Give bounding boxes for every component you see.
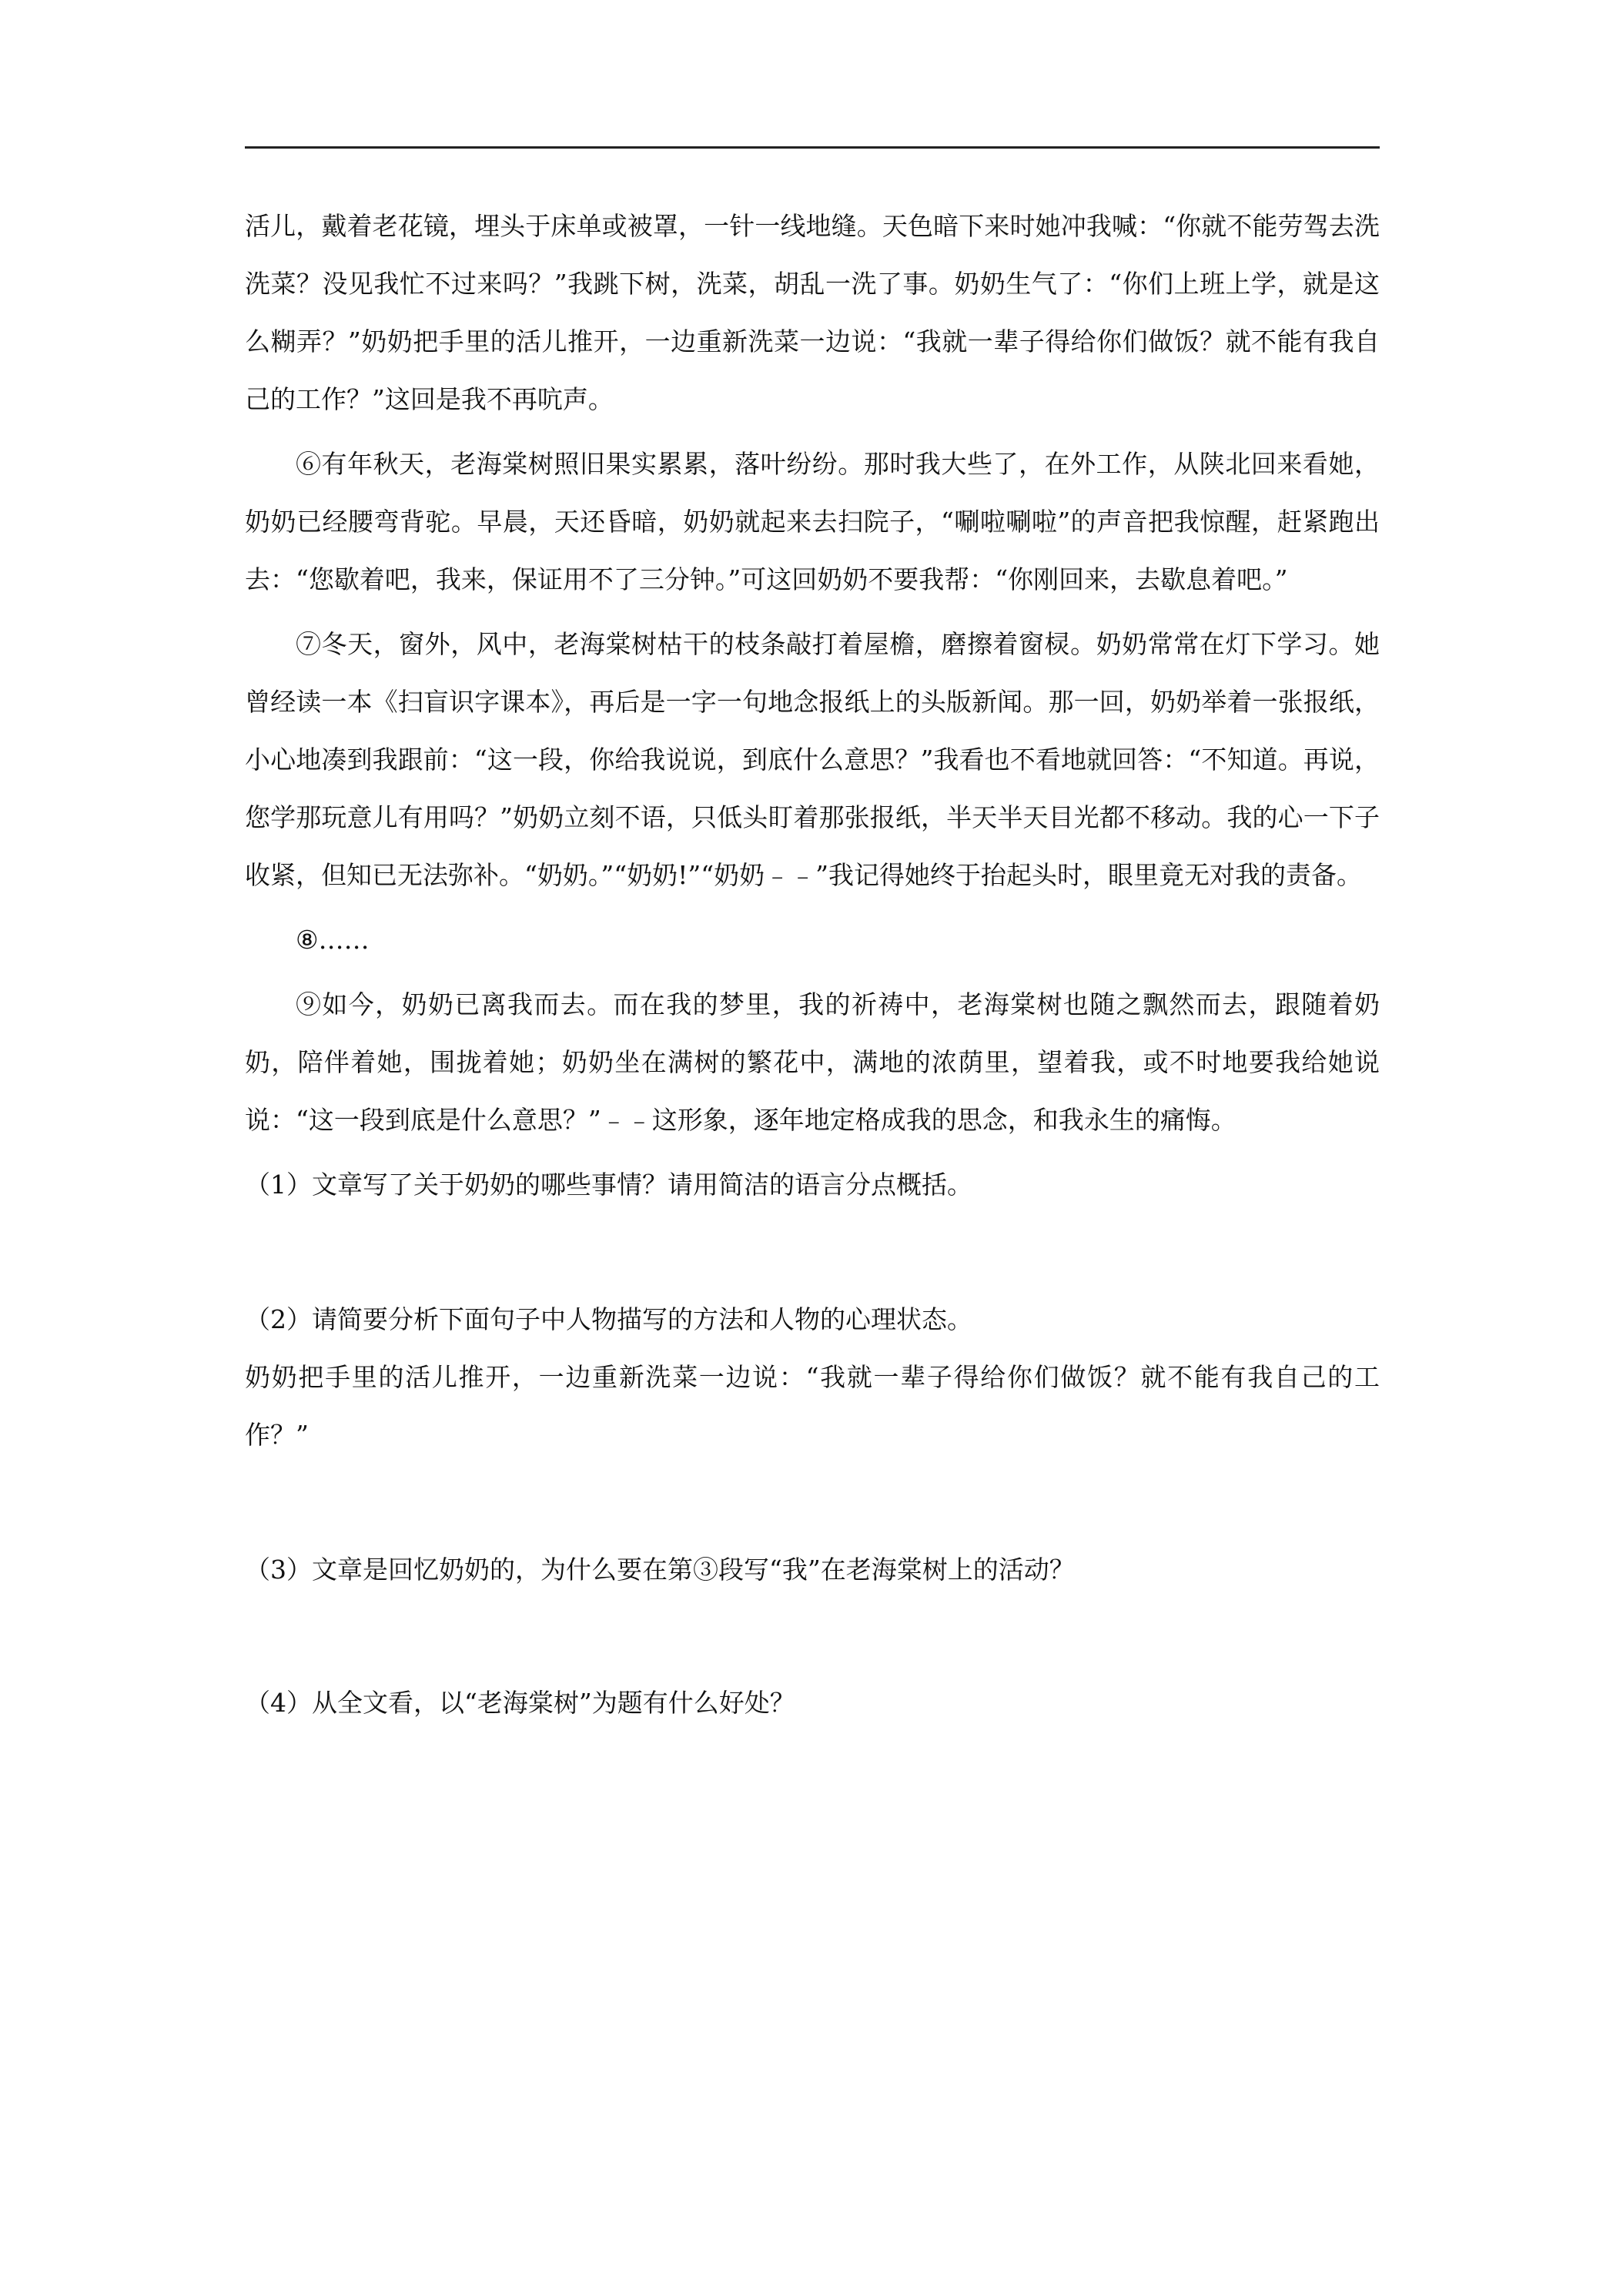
passage-continuation: 活儿，戴着老花镜，埋头于床单或被罩，一针一线地缝。天色暗下来时她冲我喊：“你就不能劳驾去洗洗菜？没见我忙不过来吗？”我跳下树，洗菜，胡乱一洗了事。奶奶生气了：“你们上班上学，就是这么糊弄？”奶奶把手里的活儿推开，一边重新洗菜一边说：“我就一辈子得给你们做饭？就不能有我自己的工作？”这回是我不再吭声。 (245, 211, 1380, 414)
question-2-quote: 奶奶把手里的活儿推开，一边重新洗菜一边说：“我就一辈子得给你们做饭？就不能有我自己的工作？” (245, 1362, 1380, 1450)
passage-paragraph-9: ⑨如今，奶奶已离我而去。而在我的梦里，我的祈祷中，老海棠树也随之飘然而去，跟随着奶奶，陪伴着她，围拢着她；奶奶坐在满树的繁花中，满地的浓荫里，望着我，或不时地要我给她说说：“这一段到底是什么意思？”﹣﹣这形象，逐年地定格成我的思念，和我永生的痛悔。 (245, 989, 1380, 1135)
answer-space-2 (245, 1464, 1380, 1541)
passage-paragraph-7: ⑦冬天，窗外，风中，老海棠树枯干的枝条敲打着屋檐，磨擦着窗棂。奶奶常常在灯下学习。她曾经读一本《扫盲识字课本》，再后是一字一句地念报纸上的头版新闻。那一回，奶奶举着一张报纸，小心地凑到我跟前：“这一段，你给我说说，到底什么意思？”我看也不看地就回答：“不知道。再说，您学那玩意儿有用吗？”奶奶立刻不语，只低头盯着那张报纸，半天半天目光都不移动。我的心一下子收紧，但知已无法弥补。“奶奶。”“奶奶!”“奶奶﹣﹣”我记得她终于抬起头时，眼里竟无对我的责备。 (245, 629, 1380, 890)
answer-space-3 (245, 1598, 1380, 1674)
question-2: （2）请简要分析下面句子中人物描写的方法和人物的心理状态。 (245, 1304, 972, 1334)
answer-space-1 (245, 1213, 1380, 1290)
passage-paragraph-8: ⑧…… (296, 925, 370, 955)
passage-paragraph-6: ⑥有年秋天，老海棠树照旧果实累累，落叶纷纷。那时我大些了，在外工作，从陕北回来看她，奶奶已经腰弯背驼。早晨，天还昏暗，奶奶就起来去扫院子，“唰啦唰啦”的声音把我惊醒，赶紧跑出去：“您歇着吧，我来，保证用不了三分钟。”可这回奶奶不要我帮：“你刚回来，去歇息着吧。” (245, 449, 1380, 594)
question-1: （1）文章写了关于奶奶的哪些事情？请用简洁的语言分点概括。 (245, 1170, 972, 1200)
question-3: （3）文章是回忆奶奶的，为什么要在第③段写“我”在老海棠树上的活动？ (245, 1555, 1075, 1585)
header-rule (245, 146, 1380, 149)
question-4: （4）从全文看，以“老海棠树”为题有什么好处？ (245, 1688, 795, 1718)
document-content (245, 197, 1380, 1732)
